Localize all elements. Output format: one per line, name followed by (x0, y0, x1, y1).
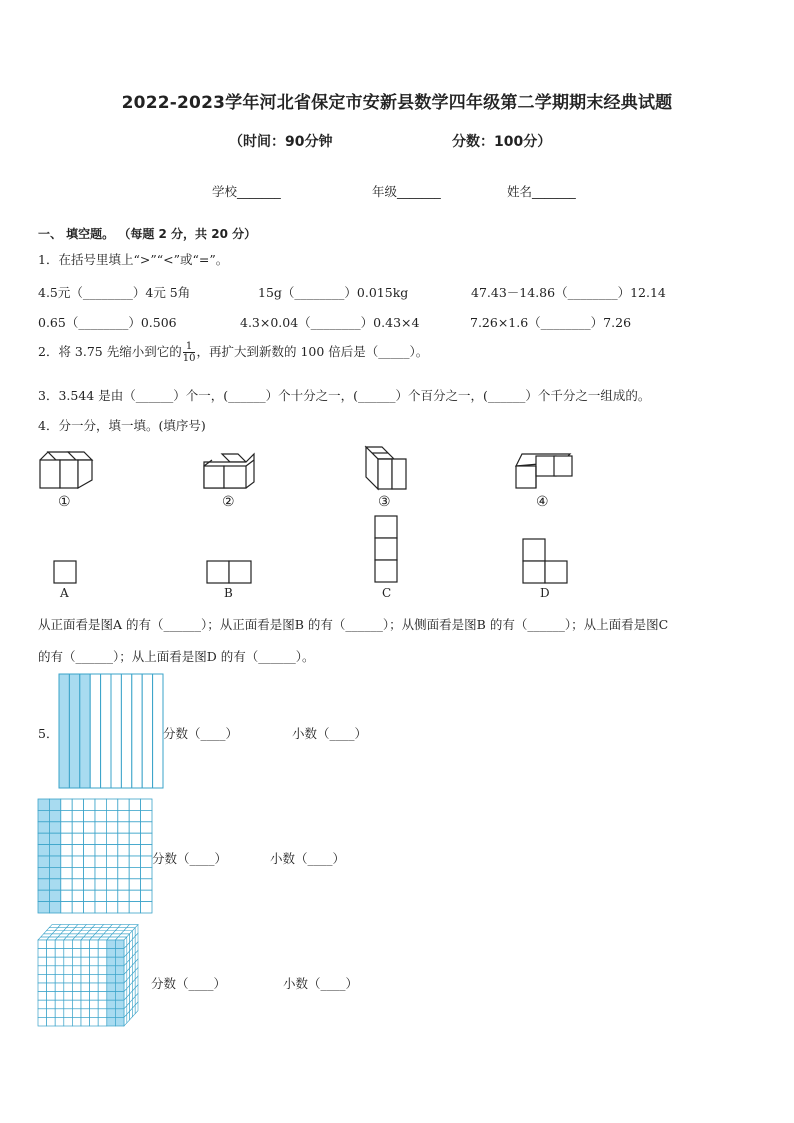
grid-cell (118, 845, 129, 856)
solid-3-figure (362, 445, 410, 491)
grid-cell (84, 890, 95, 901)
cube-front-cell (115, 1000, 124, 1009)
cube-front-cell (90, 1000, 99, 1009)
cube-front-cell (72, 974, 81, 983)
cube-front-cell (98, 983, 107, 992)
grid-cell (95, 799, 106, 810)
cube-front-cell (115, 966, 124, 975)
q5-decimal-1[interactable]: 小数（____） (292, 726, 368, 741)
school-field[interactable]: 学校_______ (212, 184, 281, 199)
cube-front-cell (107, 974, 116, 983)
view-a-figure (53, 560, 77, 584)
cube-front-cell (72, 1000, 81, 1009)
grid-cell (49, 810, 60, 821)
decimal-grid-1 (59, 674, 163, 788)
solid-label-4: ④ (536, 494, 549, 510)
cube-front-cell (90, 966, 99, 975)
grid-cell (129, 879, 140, 890)
strip-cell (153, 674, 163, 788)
grid-cell (118, 902, 129, 913)
grid-cell (95, 867, 106, 878)
cube-front-cell (98, 992, 107, 1001)
grid-cell (106, 879, 117, 890)
cube-front-cell (38, 992, 47, 1001)
grid-cell (61, 902, 72, 913)
cube-front-cell (55, 1000, 64, 1009)
grid-cell (129, 856, 140, 867)
grid-cell (38, 845, 49, 856)
grid-cell (61, 799, 72, 810)
cube-front-cell (64, 966, 73, 975)
cube-front-cell (81, 940, 90, 949)
cube-front-cell (64, 1017, 73, 1026)
cube-front-cell (107, 940, 116, 949)
grid-cell (141, 822, 152, 833)
grid-cell (95, 845, 106, 856)
grid-cell (38, 902, 49, 913)
strip-cell (69, 674, 79, 788)
grid-cell (72, 810, 83, 821)
grid-cell (129, 845, 140, 856)
cube-front-cell (64, 974, 73, 983)
grid-cell (84, 867, 95, 878)
grid-cell (38, 833, 49, 844)
grid-cell (61, 822, 72, 833)
grid-cell (118, 833, 129, 844)
grid-cell (72, 833, 83, 844)
cube-front-cell (81, 966, 90, 975)
cube-front-cell (55, 949, 64, 958)
grid-cell (72, 799, 83, 810)
grid-cell (118, 867, 129, 878)
cube-front-cell (55, 966, 64, 975)
cube-front-cell (90, 1009, 99, 1018)
cube-front-cell (47, 992, 56, 1001)
section-heading: 一、 填空题。 （每题 2 分，共 20 分） (38, 227, 257, 241)
cube-front-cell (98, 957, 107, 966)
cube-front-cell (107, 949, 116, 958)
cube-front-cell (107, 983, 116, 992)
cube-front-cell (98, 949, 107, 958)
cube-front-cell (55, 1009, 64, 1018)
grid-cell (141, 879, 152, 890)
cube-front-cell (115, 940, 124, 949)
strip-cell (59, 674, 69, 788)
grid-cell (95, 890, 106, 901)
grid-cell (106, 902, 117, 913)
cube-front-cell (90, 992, 99, 1001)
grid-cell (95, 833, 106, 844)
grid-cell (95, 810, 106, 821)
q1-item-1[interactable]: 4.5元（________）4元 5角 (38, 285, 191, 300)
q2-before: 2．将 3.75 先缩小到它的 (38, 344, 182, 359)
grid-cell (129, 799, 140, 810)
cube-front-cell (81, 1017, 90, 1026)
solid-4-figure (514, 452, 574, 490)
q2-text (38, 341, 428, 364)
cube-front-cell (64, 1009, 73, 1018)
grid-cell (84, 833, 95, 844)
strip-cell (142, 674, 152, 788)
q4-answer-line-2[interactable]: 的有（______）；从上面看是图D 的有（______）。 (38, 649, 315, 664)
grid-cell (106, 810, 117, 821)
cube-front-cell (64, 940, 73, 949)
cube-front-cell (38, 1009, 47, 1018)
cube-front-cell (72, 992, 81, 1001)
cube-front-cell (107, 1017, 116, 1026)
grid-cell (129, 902, 140, 913)
grid-cell (49, 867, 60, 878)
grid-cell (141, 845, 152, 856)
grid-cell (118, 799, 129, 810)
cube-front-cell (47, 1017, 56, 1026)
grid-cell (38, 856, 49, 867)
grid-cell (118, 810, 129, 821)
cube-front-cell (72, 966, 81, 975)
decimal-cube-3 (38, 922, 152, 1038)
cube-front-cell (64, 983, 73, 992)
cube-front-cell (47, 957, 56, 966)
cube-front-cell (55, 1017, 64, 1026)
grid-cell (38, 810, 49, 821)
cube-front-cell (115, 974, 124, 983)
cube-front-cell (38, 983, 47, 992)
cube-front-cell (90, 983, 99, 992)
view-label-c: C (382, 586, 392, 600)
grid-cell (106, 799, 117, 810)
grid-cell (141, 833, 152, 844)
cube-front-cell (72, 940, 81, 949)
grid-cell (118, 822, 129, 833)
cube-front-cell (64, 949, 73, 958)
grid-cell (118, 856, 129, 867)
cube-front-cell (38, 966, 47, 975)
exam-time: （时间：90分钟 (229, 134, 333, 150)
grid-cell (72, 902, 83, 913)
cube-front-cell (72, 1009, 81, 1018)
grid-cell (49, 856, 60, 867)
grid-cell (72, 879, 83, 890)
cube-front-cell (55, 940, 64, 949)
grid-cell (141, 856, 152, 867)
exam-score: 分数：100分） (452, 134, 552, 150)
cube-front-cell (64, 1000, 73, 1009)
grid-cell (49, 845, 60, 856)
grid-cell (118, 890, 129, 901)
grid-cell (141, 902, 152, 913)
q1-stem: 1．在括号里填上“>”“<”或“=”。 (38, 252, 229, 267)
name-field[interactable]: 姓名_______ (507, 184, 576, 199)
solid-label-2: ② (222, 494, 235, 510)
grid-cell (72, 822, 83, 833)
grid-cell (95, 879, 106, 890)
q4-stem: 4．分一分，填一填。(填序号) (38, 418, 206, 433)
cube-front-cell (47, 983, 56, 992)
q2-after[interactable]: ，再扩大到新数的 100 倍后是（_____）。 (196, 344, 429, 359)
grid-cell (84, 845, 95, 856)
grid-cell (95, 822, 106, 833)
q3-text[interactable]: 3．3.544 是由（______）个一，(______）个十分之一，(______）个百分之一，(______）个千分之一组成的。 (38, 388, 651, 403)
grid-cell (72, 890, 83, 901)
grid-cell (129, 822, 140, 833)
cube-front-cell (81, 957, 90, 966)
exam-title: 2022-2023学年河北省保定市安新县数学四年级第二学期期末经典试题 (121, 93, 673, 113)
grid-cell (49, 822, 60, 833)
q1-item-2[interactable]: 15g（________）0.015kg (258, 285, 409, 300)
cube-front-cell (55, 957, 64, 966)
grid-cell (141, 867, 152, 878)
cube-front-cell (64, 957, 73, 966)
grid-cell (61, 890, 72, 901)
q5-fraction-3[interactable]: 分数（____） (151, 976, 227, 991)
cube-front-cell (90, 1017, 99, 1026)
cube-front-cell (115, 1017, 124, 1026)
cube-front-cell (107, 992, 116, 1001)
view-b-figure (206, 560, 252, 584)
grid-cell (72, 845, 83, 856)
view-label-b: B (224, 586, 233, 600)
strip-cell (101, 674, 111, 788)
grid-cell (106, 890, 117, 901)
grid-cell (72, 856, 83, 867)
cube-front-cell (115, 957, 124, 966)
q1-item-3[interactable]: 47.43－14.86（________）12.14 (471, 285, 666, 300)
cube-front-cell (47, 1009, 56, 1018)
grid-cell (61, 833, 72, 844)
cube-front-cell (55, 992, 64, 1001)
grid-cell (84, 856, 95, 867)
q1-item-4[interactable]: 0.65（________）0.506 (38, 315, 177, 330)
cube-front-cell (55, 983, 64, 992)
grade-field[interactable]: 年级_______ (372, 184, 441, 199)
cube-front-cell (38, 974, 47, 983)
cube-front-cell (115, 949, 124, 958)
cube-front-cell (81, 949, 90, 958)
grid-cell (49, 890, 60, 901)
grid-cell (129, 890, 140, 901)
cube-front-cell (38, 940, 47, 949)
q5-number: 5． (38, 726, 59, 741)
view-c-figure (374, 515, 398, 583)
solid-2-figure (202, 452, 256, 490)
grid-cell (95, 856, 106, 867)
cube-front-cell (107, 957, 116, 966)
q5-decimal-2[interactable]: 小数（____） (270, 851, 346, 866)
cube-front-cell (38, 949, 47, 958)
cube-front-cell (98, 1017, 107, 1026)
cube-front-cell (98, 974, 107, 983)
strip-cell (80, 674, 90, 788)
strip-cell (90, 674, 100, 788)
solid-label-1: ① (58, 494, 71, 510)
cube-front-cell (47, 940, 56, 949)
cube-front-cell (90, 949, 99, 958)
cube-front-cell (64, 992, 73, 1001)
cube-front-cell (55, 974, 64, 983)
grid-cell (38, 879, 49, 890)
grid-cell (84, 810, 95, 821)
cube-front-cell (81, 992, 90, 1001)
view-d-figure (522, 538, 568, 584)
cube-front-cell (72, 1017, 81, 1026)
grid-cell (38, 799, 49, 810)
grid-cell (118, 879, 129, 890)
q1-item-5[interactable]: 4.3×0.04（________）0.43×4 (240, 315, 420, 330)
grid-cell (106, 845, 117, 856)
grid-cell (38, 822, 49, 833)
cube-front-cell (47, 974, 56, 983)
grid-cell (84, 902, 95, 913)
grid-cell (72, 867, 83, 878)
cube-front-cell (81, 1000, 90, 1009)
q1-item-6[interactable]: 7.26×1.6（________）7.26 (470, 315, 632, 330)
grid-cell (49, 902, 60, 913)
grid-cell (38, 890, 49, 901)
grid-cell (49, 879, 60, 890)
cube-front-cell (38, 957, 47, 966)
strip-cell (132, 674, 142, 788)
grid-cell (141, 799, 152, 810)
q5-fraction-2[interactable]: 分数（____） (152, 851, 228, 866)
grid-cell (106, 856, 117, 867)
strip-cell (111, 674, 121, 788)
cube-front-cell (38, 1017, 47, 1026)
cube-front-cell (98, 1000, 107, 1009)
grid-cell (49, 833, 60, 844)
cube-front-cell (81, 1009, 90, 1018)
grid-cell (38, 867, 49, 878)
q2-frac-den: 10 (182, 353, 196, 364)
cube-front-cell (98, 940, 107, 949)
grid-cell (49, 799, 60, 810)
grid-cell (106, 822, 117, 833)
q5-decimal-3[interactable]: 小数（____） (283, 976, 359, 991)
cube-front-cell (72, 983, 81, 992)
cube-front-cell (81, 974, 90, 983)
grid-cell (61, 845, 72, 856)
cube-front-cell (107, 966, 116, 975)
cube-front-cell (90, 940, 99, 949)
solid-label-3: ③ (378, 494, 391, 510)
cube-front-cell (98, 966, 107, 975)
grid-cell (84, 799, 95, 810)
grid-cell (141, 890, 152, 901)
cube-front-cell (47, 966, 56, 975)
view-label-d: D (540, 586, 550, 600)
grid-cell (95, 902, 106, 913)
grid-cell (106, 833, 117, 844)
view-label-a: A (60, 586, 69, 600)
grid-cell (84, 822, 95, 833)
grid-cell (129, 867, 140, 878)
cube-front-cell (72, 957, 81, 966)
cube-front-cell (107, 1000, 116, 1009)
cube-front-cell (47, 1000, 56, 1009)
cube-front-cell (115, 1009, 124, 1018)
grid-cell (129, 833, 140, 844)
q5-fraction-1[interactable]: 分数（____） (163, 726, 239, 741)
cube-front-cell (115, 983, 124, 992)
grid-cell (61, 879, 72, 890)
decimal-grid-2 (38, 799, 152, 913)
strip-cell (121, 674, 131, 788)
solid-1-figure (38, 450, 94, 490)
grid-cell (141, 810, 152, 821)
cube-front-cell (72, 949, 81, 958)
cube-front-cell (90, 974, 99, 983)
grid-cell (61, 856, 72, 867)
grid-cell (61, 810, 72, 821)
q2-fraction (183, 341, 196, 364)
grid-cell (61, 867, 72, 878)
grid-cell (129, 810, 140, 821)
q2-frac-num: 1 (183, 341, 196, 353)
cube-front-cell (98, 1009, 107, 1018)
cube-front-cell (90, 957, 99, 966)
cube-front-cell (38, 1000, 47, 1009)
cube-front-cell (107, 1009, 116, 1018)
grid-cell (106, 867, 117, 878)
cube-front-cell (115, 992, 124, 1001)
cube-front-cell (47, 949, 56, 958)
cube-front-cell (81, 983, 90, 992)
q4-answer-line-1[interactable]: 从正面看是图A 的有（______）；从正面看是图B 的有（______）；从侧面看是图B 的有（______）；从上面看是图C (38, 617, 669, 632)
grid-cell (84, 879, 95, 890)
